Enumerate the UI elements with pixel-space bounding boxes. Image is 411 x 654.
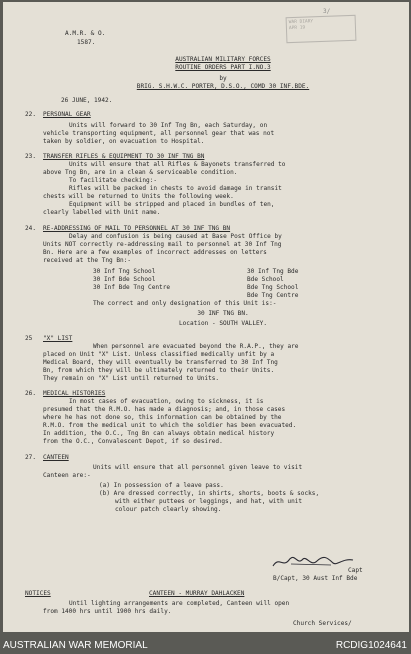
section-23-line: Units will ensure that all Rifles & Bayonets transferred to xyxy=(69,161,286,168)
section-23-line: Rifles will be packed in chests to avoid damage in transit xyxy=(69,185,282,192)
section-26-heading: MEDICAL HISTORIES xyxy=(43,390,106,397)
title-line-3: BRIG. S.H.W.C. PORTER, D.S.O., COMD 30 INF.BDE. xyxy=(136,83,310,90)
section-25-line: Bn, from which they will be ultimately returned to their Units. xyxy=(43,367,275,374)
section-24-line: The correct and only designation of this Unit is:- xyxy=(93,300,277,307)
incorrect-address-right: 30 Inf Tng Bde xyxy=(247,268,299,275)
section-23-heading: TRANSFER RIFLES & EQUIPMENT TO 30 INF TNG BN xyxy=(43,153,205,160)
notice-line: from 1400 hrs until 1900 hrs daily. xyxy=(43,608,172,615)
section-27-number: 27. xyxy=(25,454,37,461)
section-25-number: 25 xyxy=(25,335,33,342)
section-25-line: They remain on "X" List until returned to Units. xyxy=(43,375,220,382)
section-24-line: Delay and confusion is being caused at Base Post Office by xyxy=(69,233,282,240)
section-25-line: placed on Unit "X" List. Unless classified medically unfit by a xyxy=(43,351,275,358)
section-23-line: To facilitate checking:- xyxy=(69,177,158,184)
section-24-line: Bn. Here are a few examples of incorrect addresses on letters xyxy=(43,249,267,256)
section-27-line: (b) Are dressed correctly, in shirts, shorts, boots & socks, xyxy=(99,490,320,497)
incorrect-address-left: 30 Inf Bde School xyxy=(93,276,156,283)
section-24-number: 24. xyxy=(25,225,37,232)
continued-note: Church Services/ xyxy=(293,620,352,627)
section-27-line: with either puttees or leggings, and hat, with unit xyxy=(115,498,303,505)
archive-footer xyxy=(0,638,411,654)
order-date: 26 JUNE, 1942. xyxy=(61,97,113,104)
section-25-heading: "X" LIST xyxy=(43,335,73,342)
section-26-line: In addition, the O.C., Tng Bn can always obtain medical history xyxy=(43,430,275,437)
section-27-line: Units will ensure that all personnel given leave to visit xyxy=(93,464,303,471)
signature-rank: Capt xyxy=(348,567,363,574)
war-diary-stamp xyxy=(286,15,357,43)
notices-label: NOTICES xyxy=(25,590,51,597)
section-26-line: from the O.C., Convalescent Depot, if so desired. xyxy=(43,438,223,445)
unit-location: Location - SOUTH VALLEY. xyxy=(178,320,268,327)
signature-title: B/Capt, 30 Aust Inf Bde xyxy=(273,575,358,582)
section-26-line: where he has not done so, this information can be obtained by the xyxy=(43,414,282,421)
stamp-line-1: WAR DIARY xyxy=(288,19,314,26)
incorrect-address-right: Bde Tng School xyxy=(247,284,299,291)
section-22-line: vehicle transporting equipment, all personnel gear that was not xyxy=(43,130,275,137)
page-number: 3/ xyxy=(323,8,331,15)
incorrect-address-right: Bde Tng Centre xyxy=(247,292,299,299)
section-24-heading: RE-ADDRESSING OF MAIL TO PERSONNEL AT 30 INF TNG BN xyxy=(43,225,231,232)
section-25-line: Medical Board, they will eventually be transferred to 30 Inf Tng xyxy=(43,359,278,366)
section-22-number: 22. xyxy=(25,111,37,118)
section-22-heading: PERSONAL GEAR xyxy=(43,111,91,118)
section-22-line: Units will forward to 30 Inf Tng Bn, each Saturday, on xyxy=(69,122,268,129)
section-23-line: Equipment will be stripped and placed in bundles of ten, xyxy=(69,201,275,208)
ref-line-1: A.M.R. & O. xyxy=(65,30,106,37)
notice-heading: CANTEEN - MURRAY DAHLACKEN xyxy=(149,590,245,597)
section-27-heading: CANTEEN xyxy=(43,454,69,461)
ref-line-2: 1587. xyxy=(77,39,96,46)
section-22-line: taken by soldier, on evacuation to Hospital. xyxy=(43,138,205,145)
archive-name: AUSTRALIAN WAR MEMORIAL xyxy=(3,640,148,651)
archive-id: RCDIG1024641 xyxy=(335,640,407,651)
section-23-number: 23. xyxy=(25,153,37,160)
unit-designation: 30 INF TNG BN. xyxy=(197,310,249,317)
stamp-line-2: APR 19 xyxy=(288,25,306,32)
title-by: by xyxy=(219,75,227,82)
section-23-line: clearly labelled with Unit name. xyxy=(43,209,161,216)
incorrect-address-left: 30 Inf Tng School xyxy=(93,268,156,275)
document-page xyxy=(3,2,409,632)
section-23-line: above Tng Bn, are in a clean & serviceable condition. xyxy=(43,169,238,176)
title-line-1: AUSTRALIAN MILITARY FORCES xyxy=(175,56,271,63)
handwritten-signature xyxy=(271,554,355,570)
section-24-line: Units NOT correctly re-addressing mail to personnel at 30 Inf Tng xyxy=(43,241,282,248)
incorrect-address-right: Bde School xyxy=(247,276,284,283)
section-23-line: chests will be returned to Units the following week. xyxy=(43,193,234,200)
section-25-line: When personnel are evacuated beyond the R.A.P., they are xyxy=(93,343,299,350)
section-26-number: 26. xyxy=(25,390,37,397)
title-line-2: ROUTINE ORDERS PART I.NO.3 xyxy=(175,64,271,71)
section-24-line: received at the Tng Bn:- xyxy=(43,257,132,264)
notice-line: Until lighting arrangements are completed, Canteen will open xyxy=(69,600,290,607)
section-26-line: presumed that the R.M.O. has made a diagnosis; and, in those cases xyxy=(43,406,286,413)
section-26-line: R.M.O. from the medical unit to which the soldier has been evacuated. xyxy=(43,422,297,429)
section-27-line: (a) In possession of a leave pass. xyxy=(99,482,224,489)
section-27-line: colour patch clearly showing. xyxy=(115,506,222,513)
incorrect-address-left: 30 Inf Bde Tng Centre xyxy=(93,284,171,291)
section-26-line: In most cases of evacuation, owing to sickness, it is xyxy=(69,398,264,405)
section-27-line: Canteen are:- xyxy=(43,472,91,479)
